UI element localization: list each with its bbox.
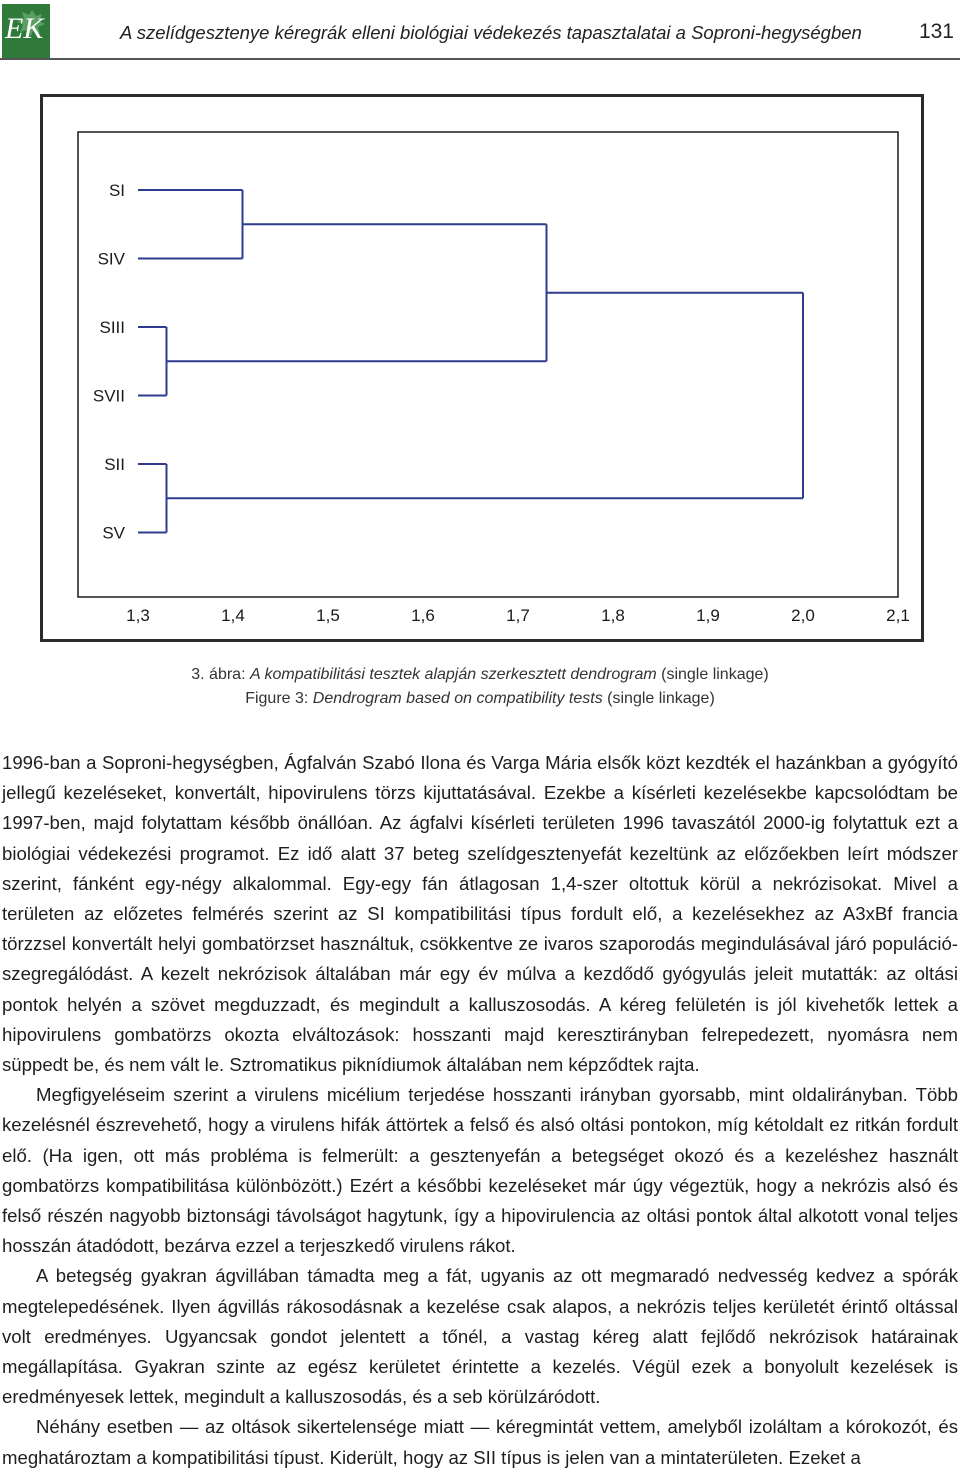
logo-letter-e: EK (5, 12, 44, 45)
plot-area (78, 132, 898, 597)
header-rule (0, 58, 960, 60)
paragraph-2: Megfigyeléseim szerint a virulens micélium terjedése hosszanti irányban gyorsabb, mint oldalirányban. Több kezelésnél észrevehető, hogy a virulens hifák áttörtek a felső és alsó oltási pontokon, míg kétoldalt ez ritkán fordult elő. (Ha igen, ott más probléma is felmerült: a gesztenyefán a betegséget okozó és a kezeléshez használt gombatörzs kompatibilitása különbözött.) Ezért a későbbi kezeléseket már úgy végeztük, hogy a nekrózis alsó és felső részén nagyobb biztonsági távolságot hagytunk, így a hipovirulencia az oltási pontok által alkotott vonal teljes hosszán átadódott, bezárva ezzel a terjeszkedő virulens rákot. (2, 1084, 958, 1257)
leaf-label-si: SI (108, 181, 125, 200)
caption-english (0, 690, 960, 708)
dendrogram-chart (43, 97, 921, 639)
x-tick-label: 1,3 (126, 606, 150, 625)
x-tick-label: 2,0 (791, 606, 815, 625)
paragraph-3: A betegség gyakran ágvillában támadta meg a fát, ugyanis az ott megmaradó nedvesség kedvez a spórák megtelepedésének. Ilyen ágvillás rákosodásnak a kezelése csak alapos, a nekrózis teljes kerületét érintő oltással volt eredményes. Ugyancsak gondot jelentett a tőnél, a vastag kéreg alatt fejlődő nekrózisok határainak megállapítása. Gyakran szinte az egész kerületet érintette a kezelés. Végül ezek a bonyolult kezelések is eredményesek lettek, megindult a kalluszosodás, és a seb körülzáródott. (2, 1265, 958, 1408)
x-tick-label: 1,5 (316, 606, 340, 625)
leaf-label-svii: SVII (92, 386, 125, 406)
leaf-label-sii: SII (104, 455, 125, 474)
caption-en-italic: Dendrogram based on compatibility tests (312, 690, 603, 707)
running-title: A szelídgesztenye kéregrák elleni biológiai védekezés tapasztalatai a Soproni-hegységben (120, 22, 862, 43)
page-number: 131 (918, 20, 954, 43)
paragraph-1: 1996-ban a Soproni-hegységben, Ágfalván Szabó Ilona és Varga Mária elsők közt kezdték el hazánkban a gyógyító jellegű kezeléseket, konvertált, hipovirulens törzs kijuttatásával. Ezekbe a kísérleti kezelésekbe kapcsolódtam be 1997-ben, majd folytattam később önállóan. Az ágfalvi kísérleti területen 1996 tavaszától 2000-ig folytattuk ezt a biológiai védekezési programot. Ez idő alatt 37 beteg szelídgesztenyefát kezeltünk az előzőekben leírt módszer szerint, fánként egy-négy alkalommal. Egy-egy fán átlagosan 1,4-szer oltottuk körül a nekrózisokat. Mivel a területen az előzetes felmérés szerint az SI kompatibilitási típus fordult elő, a kezelésekhez az A3xBf francia törzzsel konvertált helyi gombatörzset használtuk, csökkentve ze ivaros szaporodás megindulásával járó populáció-szegregálódást. A kezelt nekrózisok általában már egy év múlva a kezdődő gyógyulás jeleit mutatták: az oltási pontok helyén a szövet megduzzadt, és megindult a kalluszosodás. A kéreg felületén is jól kivehetők lettek a hipovirulens gombatörzs okozta elváltozások: hosszanti majd keresztirányban felrepedezett, nyomásra nem süppedt be, és nem vált le. Sztromatikus piknídiumok általában nem képződtek rajta. (2, 752, 958, 1076)
leaf-label-sv: SV (102, 523, 125, 543)
paragraph-4: Néhány esetben — az oltások sikertelensége miatt — kéregmintát vettem, amelyből izoláltam a kórokozót, és meghatároztam a kompatibilitási típust. Kiderült, hogy az SII típus is jelen van a mintaterületen. Ezeket a (2, 1416, 958, 1468)
x-tick-label: 1,8 (601, 606, 625, 625)
x-tick-label: 1,7 (506, 606, 530, 625)
leaf-label-siii: SIII (99, 318, 125, 337)
leaf-label-siv: SIV (97, 249, 125, 269)
article-body (2, 748, 958, 1473)
caption-hu-suffix: (single linkage) (656, 666, 769, 683)
x-tick-label: 2,1 (886, 606, 910, 625)
journal-logo (2, 4, 50, 58)
dendrogram-figure (40, 94, 924, 642)
x-tick-label: 1,9 (696, 606, 720, 625)
x-tick-label: 1,4 (221, 606, 245, 625)
x-tick-label: 1,6 (411, 606, 435, 625)
page-header (0, 0, 960, 62)
caption-hu-prefix: 3. ábra: (191, 666, 250, 683)
caption-en-suffix: (single linkage) (602, 690, 715, 707)
caption-en-prefix: Figure 3: (245, 690, 313, 707)
caption-hungarian (0, 666, 960, 684)
caption-hu-italic: A kompatibilitási tesztek alapján szerkesztett dendrogram (249, 666, 657, 683)
